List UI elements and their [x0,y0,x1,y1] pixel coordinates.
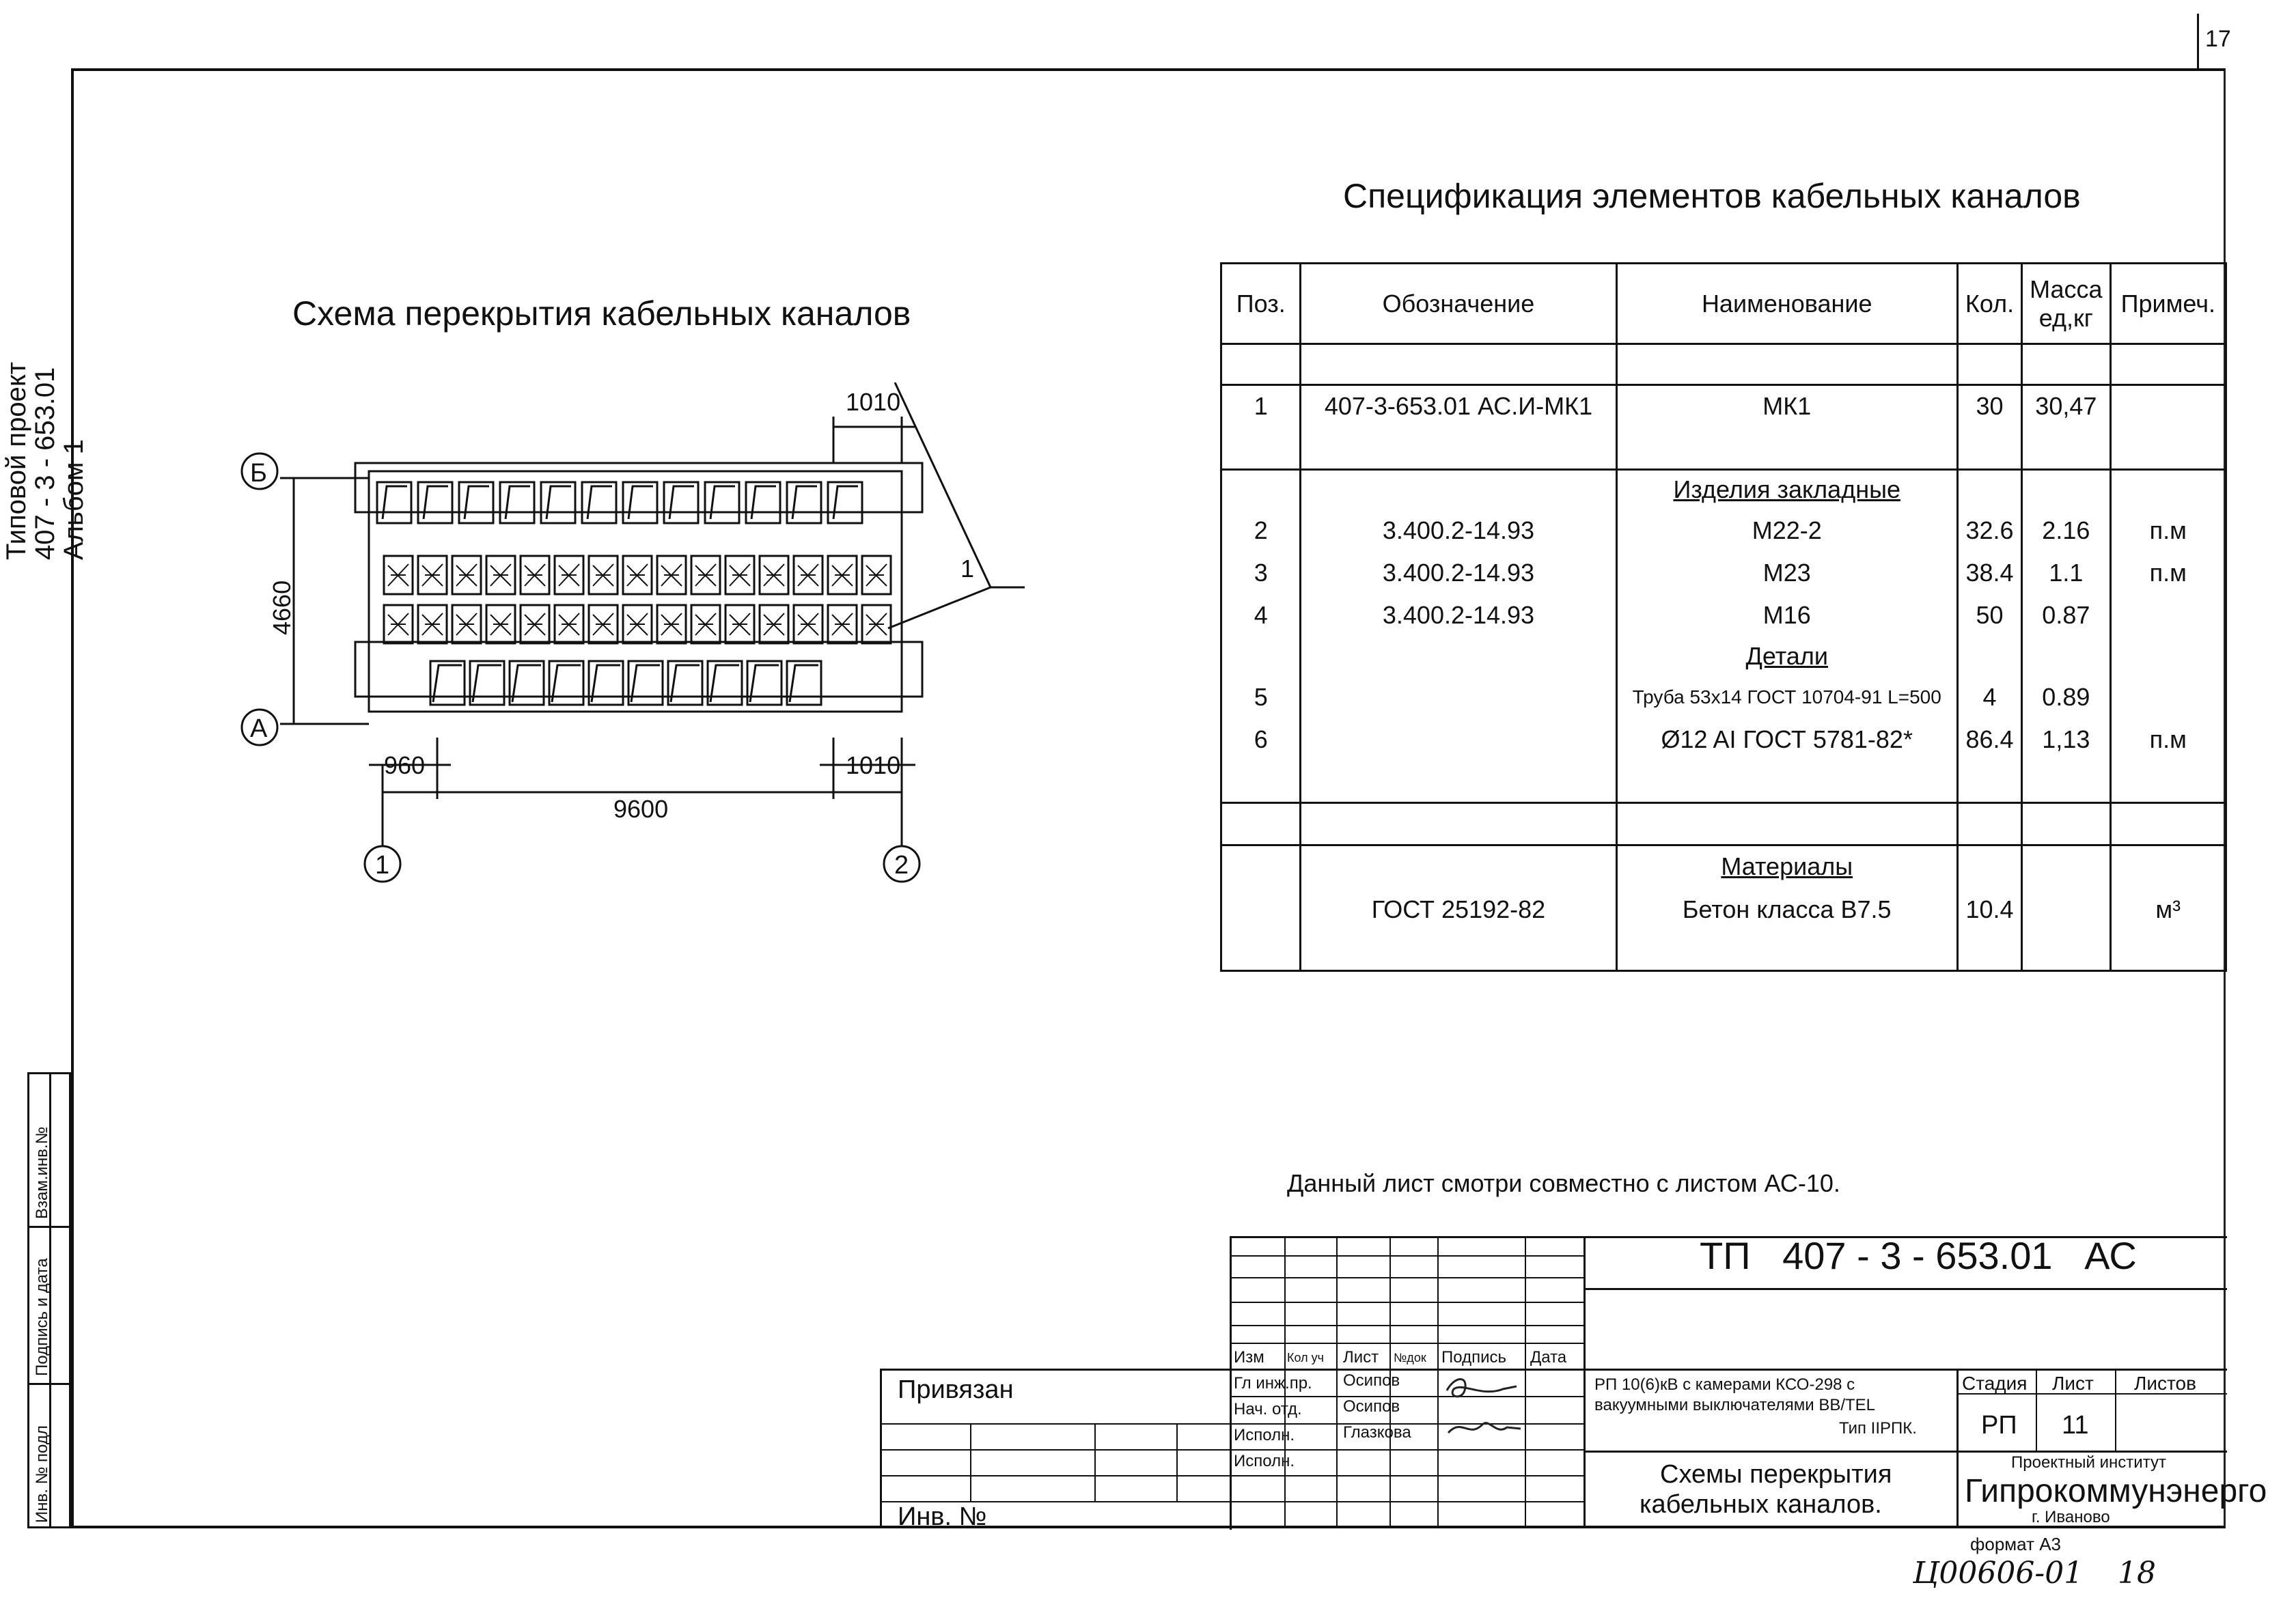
spec-cell-code: 407-3-653.01 АС.И-МК1 [1301,385,1616,428]
sheets-label: Листов [2134,1373,2196,1394]
spec-cell-name [1616,803,1957,845]
spec-row [1221,552,2226,594]
stamp-role-3: Исполн. [1234,1426,1295,1444]
mesh-hatch [798,613,818,635]
slab-top-mark [547,486,571,519]
project-desc-3: Тип IIРПК. [1839,1419,1917,1438]
spec-cell-note [2110,594,2226,636]
spec-cell-qty [1957,845,2021,888]
spec-cell-mass [2022,344,2110,385]
axis-label-2: 2 [894,851,909,880]
spec-cell-note [2110,344,2226,385]
mesh-hatch [388,564,409,586]
spec-cell-pos: 6 [1221,718,1301,761]
signature-marks [1441,1370,1523,1445]
spec-row [1221,803,2226,845]
mesh-hatch [422,564,443,586]
spec-header-name: Наименование [1616,264,1957,344]
spec-cell-note: м³ [2110,888,2226,932]
sheet-title-1: Схемы перекрытия [1660,1460,1892,1489]
spec-cell-qty: 30 [1957,385,2021,428]
spec-cell-mass [2022,845,2110,888]
spec-row [1221,845,2226,888]
spec-cell-note [2110,385,2226,428]
spec-cell-code [1301,470,1616,509]
stamp-name-3: Глазкова [1343,1423,1411,1442]
spec-row [1221,385,2226,428]
mesh-hatch [627,613,648,635]
spec-cell-code: 3.400.2-14.93 [1301,509,1616,552]
org-city: г. Иваново [2032,1508,2110,1526]
sheet-note: Данный лист смотри совместно с листом АС-10. [1287,1169,1840,1197]
axis-label-1: 1 [375,851,390,880]
spec-cell-code [1301,932,1616,971]
mesh-hatch [525,564,545,586]
mesh-hatch [695,564,716,586]
spec-cell-mass: 0.89 [2022,676,2110,718]
org-name: Гипрокоммунэнерго [1965,1473,2267,1509]
callout-label: 1 [960,555,975,583]
mesh-hatch [593,564,613,586]
spec-cell-code [1301,676,1616,718]
slab-top-mark [669,486,694,519]
scheme-title: Схема перекрытия кабельных каналов [292,294,911,333]
stamp-col-date: Дата [1530,1348,1567,1367]
spec-row [1221,888,2226,932]
mesh-hatch [695,613,716,635]
spec-cell-note [2110,470,2226,509]
spec-cell-pos [1221,932,1301,971]
axis-label-a: А [250,714,268,743]
spec-cell-mass [2022,428,2110,470]
spec-cell-qty: 38.4 [1957,552,2021,594]
spec-row [1221,718,2226,761]
spec-cell-code: 3.400.2-14.93 [1301,594,1616,636]
spec-cell-mass: 1,13 [2022,718,2110,761]
slab-top-mark [751,486,776,519]
document-code: ТП 407 - 3 - 653.01 АС [1700,1234,2137,1277]
spec-cell-qty [1957,932,2021,971]
spec-cell-code: 3.400.2-14.93 [1301,552,1616,594]
spec-cell-note: п.м [2110,552,2226,594]
spec-cell-code [1301,761,1616,803]
spec-header-note: Примеч. [2110,264,2226,344]
dim-top: 1010 [846,388,901,416]
spec-row [1221,428,2226,470]
spec-header-row [1221,264,2226,344]
spec-cell-pos: 3 [1221,552,1301,594]
project-desc-1: РП 10(6)кВ с камерами КСО-298 с [1594,1375,1855,1394]
side-stamp-col-2: Подпись и дата [33,1258,51,1376]
mesh-hatch [866,564,887,586]
spec-cell-note [2110,428,2226,470]
spec-header-code: Обозначение [1301,264,1616,344]
spec-cell-name [1616,761,1957,803]
sheet-title-2: кабельных каналов. [1640,1490,1882,1519]
spec-cell-name: Бетон класса В7.5 [1616,888,1957,932]
spec-cell-qty [1957,344,2021,385]
spec-cell-note [2110,932,2226,971]
spec-cell-qty [1957,761,2021,803]
spec-cell-mass [2022,470,2110,509]
spec-cell-pos [1221,845,1301,888]
stamp-col-ndoc: №док [1394,1351,1426,1364]
spec-cell-name: Ø12 AI ГОСТ 5781-82* [1616,718,1957,761]
stamp-name-1: Осипов [1343,1371,1400,1390]
spec-cell-name [1616,344,1957,385]
spec-cell-name: Труба 53х14 ГОСТ 10704-91 L=500 [1616,676,1957,718]
spec-cell-code [1301,428,1616,470]
spec-cell-name: МК1 [1616,385,1957,428]
handwritten-page: 18 [2118,1556,2156,1591]
spec-header-qty: Кол. [1957,264,2021,344]
spec-cell-mass [2022,636,2110,676]
spec-row [1221,509,2226,552]
spec-cell-qty [1957,428,2021,470]
spec-header-mass: Масса ед,кг [2022,264,2110,344]
spec-cell-name: М23 [1616,552,1957,594]
spec-cell-note [2110,761,2226,803]
spec-cell-name: Изделия закладные [1616,470,1957,509]
spec-cell-code [1301,636,1616,676]
spec-cell-mass [2022,888,2110,932]
spec-cell-qty [1957,803,2021,845]
mesh-hatch [730,564,750,586]
spec-cell-pos [1221,888,1301,932]
sheet-label: Лист [2052,1373,2094,1394]
spec-cell-name [1616,932,1957,971]
dim-height: 4660 [268,580,296,635]
spec-cell-qty: 86.4 [1957,718,2021,761]
spec-cell-code [1301,718,1616,761]
spec-cell-pos [1221,344,1301,385]
stamp-col-list: Лист [1343,1348,1379,1367]
mesh-hatch [456,564,477,586]
stage-label: Стадия [1962,1373,2028,1394]
bound-label: Привязан [898,1375,1014,1404]
mesh-hatch [764,564,784,586]
spec-row [1221,676,2226,718]
spec-cell-pos [1221,761,1301,803]
spec-cell-note [2110,676,2226,718]
stamp-col-sign: Подпись [1441,1348,1506,1367]
spec-cell-qty: 50 [1957,594,2021,636]
spec-cell-mass [2022,803,2110,845]
spec-cell-note: п.м [2110,718,2226,761]
spec-cell-qty: 10.4 [1957,888,2021,932]
spec-cell-mass [2022,761,2110,803]
spec-cell-qty [1957,470,2021,509]
spec-cell-qty: 32.6 [1957,509,2021,552]
spec-row [1221,636,2226,676]
mesh-hatch [866,613,887,635]
mesh-hatch [490,613,511,635]
spec-row [1221,470,2226,509]
mesh-hatch [832,564,853,586]
spec-cell-name: М22-2 [1616,509,1957,552]
spec-row [1221,594,2226,636]
slab-top-mark [628,486,653,519]
mesh-hatch [422,613,443,635]
spec-cell-note [2110,803,2226,845]
spec-table [1220,262,2227,972]
mesh-hatch [388,613,409,635]
spec-cell-qty: 4 [1957,676,2021,718]
side-stamp-col-1: Взам.инв.№ [33,1126,51,1219]
stamp-role-4: Исполн. [1234,1452,1295,1470]
side-project-label-3: Альбом 1 [59,439,89,560]
spec-cell-note: п.м [2110,509,2226,552]
mesh-hatch [559,564,579,586]
spec-cell-note [2110,845,2226,888]
spec-cell-pos [1221,636,1301,676]
stamp-col-izm: Изм [1234,1348,1264,1367]
format-label: формат А3 [1970,1534,2062,1554]
mesh-hatch [661,564,682,586]
page-number: 17 [2205,26,2231,52]
spec-cell-pos: 1 [1221,385,1301,428]
side-project-label-1: Типовой проект [1,361,31,560]
handwritten-code: Ц00606-01 [1913,1556,2084,1591]
inv-label: Инв. № [898,1502,987,1531]
spec-cell-code [1301,344,1616,385]
spec-row [1221,344,2226,385]
mesh-hatch [832,613,853,635]
spec-cell-mass: 1.1 [2022,552,2110,594]
spec-title: Спецификация элементов кабельных каналов [1343,177,2081,215]
org-label: Проектный институт [2011,1453,2166,1472]
spec-cell-mass: 30,47 [2022,385,2110,428]
dim-right: 1010 [846,751,901,779]
spec-cell-mass: 2.16 [2022,509,2110,552]
axis-label-b: Б [250,459,267,488]
mesh-hatch [627,564,648,586]
slab-top-mark [587,486,612,519]
spec-cell-name: Материалы [1616,845,1957,888]
spec-cell-name: Детали [1616,636,1957,676]
slab-top-mark [792,486,817,519]
slab-top-mark [833,486,858,519]
spec-cell-pos [1221,428,1301,470]
spec-cell-pos: 4 [1221,594,1301,636]
mesh-hatch [764,613,784,635]
spec-row [1221,932,2226,971]
slab-scheme-drawing [232,382,1025,901]
spec-header-pos: Поз. [1221,264,1301,344]
spec-cell-note [2110,636,2226,676]
spec-row [1221,761,2226,803]
spec-cell-pos: 2 [1221,509,1301,552]
slab-top-mark [424,486,448,519]
spec-cell-name: М16 [1616,594,1957,636]
mesh-hatch [661,613,682,635]
mesh-hatch [456,613,477,635]
spec-cell-pos [1221,470,1301,509]
stamp-col-kol: Кол уч [1287,1351,1324,1364]
stamp-role-1: Гл инж.пр. [1234,1374,1312,1392]
slab-top-mark [710,486,735,519]
mesh-hatch [798,564,818,586]
stamp-role-2: Нач. отд. [1234,1400,1302,1418]
spec-cell-code: ГОСТ 25192-82 [1301,888,1616,932]
mesh-hatch [559,613,579,635]
spec-cell-code [1301,803,1616,845]
spec-cell-qty [1957,636,2021,676]
spec-cell-mass: 0.87 [2022,594,2110,636]
dim-left: 960 [384,751,426,779]
mesh-hatch [730,613,750,635]
slab-top-mark [465,486,489,519]
spec-cell-name [1616,428,1957,470]
stage-value: РП [1981,1411,2017,1440]
slab-top-mark [506,486,530,519]
stamp-name-2: Осипов [1343,1397,1400,1416]
mesh-hatch [593,613,613,635]
project-desc-2: вакуумными выключателями ВВ/TEL [1594,1396,1876,1414]
spec-cell-mass [2022,932,2110,971]
side-stamp-col-3: Инв. № подл [33,1425,51,1523]
spec-cell-pos [1221,803,1301,845]
dim-total: 9600 [613,795,669,823]
spec-cell-pos: 5 [1221,676,1301,718]
sheet-value: 11 [2062,1411,2089,1440]
side-project-label-2: 407 - 3 - 653.01 [30,367,60,560]
mesh-hatch [525,613,545,635]
spec-cell-code [1301,845,1616,888]
mesh-hatch [490,564,511,586]
slab-top-mark [383,486,407,519]
